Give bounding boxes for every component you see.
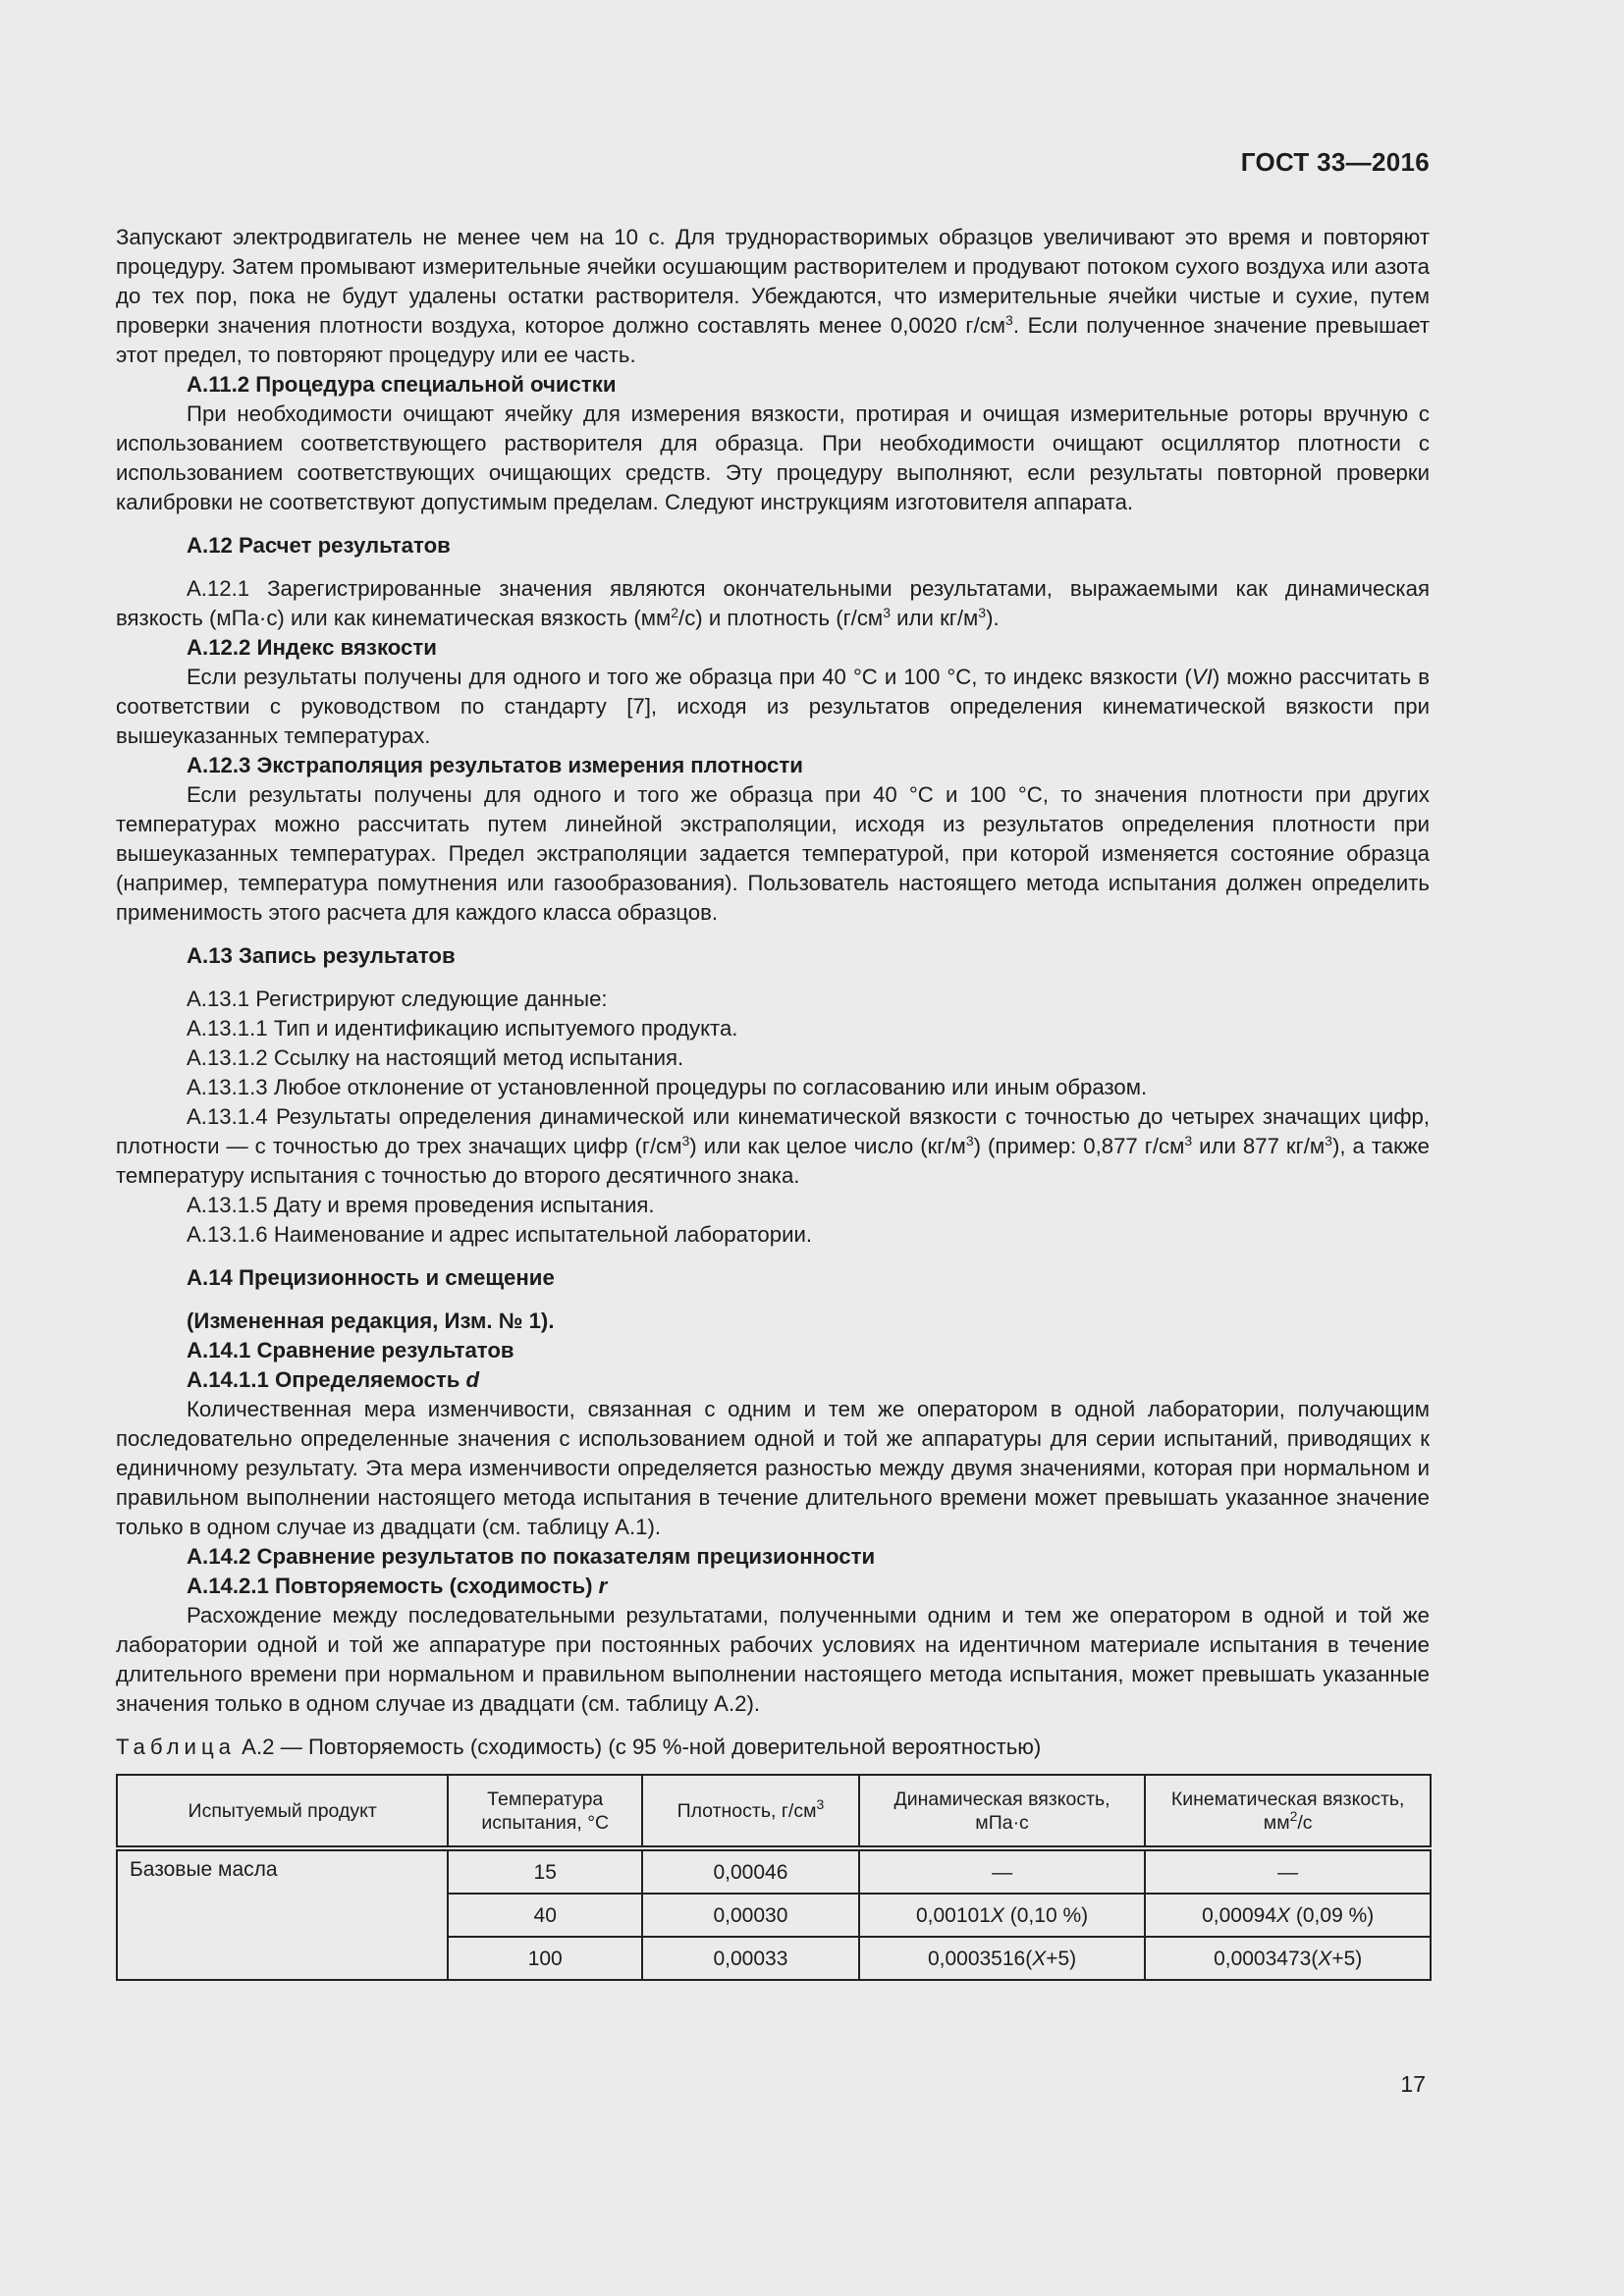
cell-dynamic-viscosity: 0,0003516(X+5)	[859, 1937, 1146, 1980]
list-item-a13-1: А.13.1 Регистрируют следующие данные:	[187, 987, 608, 1011]
intro-paragraph: Запускают электродвигатель не менее чем на 10 с. Для труднорастворимых образцов увеличивают это время и повторяют процедуру. Затем промывают измерительные ячейки осушающим растворителем и продувают потоком сухого воздуха или азота до тех пор, пока не будут удалены остатки растворителя. Убеждаются, что измерительные ячейки чистые и сухие, путем проверки значения плотности воздуха, которое должно составлять менее 0,0020 $г/см^3$. Если полученное значение превышает этот предел, то повторяют процедуру или ее часть.	[116, 225, 1430, 367]
page-content	[116, 223, 1430, 1981]
header-density: Плотность, $г/см^3$	[642, 1775, 859, 1848]
paragraph-a12-3: Если результаты получены для одного и того же образца при 40 °С и 100 °С, то значения плотности при других температурах можно рассчитать путем линейной экстраполяции, исходя из результатов определения плотности при вышеуказанных температурах. Предел экстраполяции задается температурой, при которой изменяется состояние образца (например, температура помутнения или газообразования). Пользователь настоящего метода испытания должен определить применимость этого расчета для каждого класса образцов.	[116, 782, 1430, 925]
cell-dynamic-viscosity: —	[859, 1848, 1146, 1894]
paragraph-a14-2-1: Расхождение между последовательными результатами, полученными одним и тем же оператором в одной и той же лаборатории одной и той же аппаратуре при постоянных рабочих условиях на идентичном материале испытания в течение длительного времени при нормальном и правильном выполнении настоящего метода испытания, может превышать указанные значения только в одном случае из двадцати (см. таблицу А.2).	[116, 1603, 1430, 1716]
cell-product: Базовые масла	[117, 1848, 448, 1980]
list-item-a13-1-5: А.13.1.5 Дату и время проведения испытания.	[187, 1193, 655, 1217]
heading-a14-2-1: А.14.2.1 Повторяемость (сходимость) r	[187, 1574, 608, 1598]
heading-a13: А.13 Запись результатов	[187, 943, 456, 968]
header-dynamic-viscosity: Динамическая вязкость, мПа·с	[859, 1775, 1146, 1848]
cell-kinematic-viscosity: 0,0003473(X+5)	[1145, 1937, 1431, 1980]
page-number: 17	[1400, 2071, 1426, 2097]
document-header: ГОСТ 33—2016	[1240, 147, 1430, 177]
heading-a11-2: А.11.2 Процедура специальной очистки	[187, 372, 617, 397]
cell-density: 0,00030	[642, 1894, 859, 1937]
heading-a12-2: А.12.2 Индекс вязкости	[187, 635, 437, 660]
paragraph-a12-1: А.12.1 Зарегистрированные значения являются окончательными результатами, выражаемыми как динамическая вязкость (мПа·с) или как кинематическая вязкость $(мм^2/с)$ и плотность ($г/см^3$ или $кг/м^3$).	[116, 576, 1430, 630]
amendment-note: (Измененная редакция, Изм. № 1).	[187, 1308, 555, 1333]
paragraph-a14-1-1: Количественная мера изменчивости, связанная с одним и тем же оператором в одной лаборатории, получающим последовательно определенные значения с использованием одной и той же аппаратуры для серии испытаний, приводящих к единичному результату. Эта мера изменчивости определяется разностью между двумя значениями, которая при нормальном и правильном выполнении настоящего метода испытания в течение длительного времени может превышать указанное значение только в одном случае из двадцати (см. таблицу А.1).	[116, 1397, 1430, 1539]
cell-density: 0,00033	[642, 1937, 859, 1980]
heading-a14: А.14 Прецизионность и смещение	[187, 1265, 555, 1290]
header-product: Испытуемый продукт	[117, 1775, 448, 1848]
table-row	[117, 1848, 1431, 1894]
cell-kinematic-viscosity: 0,00094X (0,09 %)	[1145, 1894, 1431, 1937]
table-header-row	[117, 1775, 1431, 1848]
header-kinematic-viscosity: Кинематическая вязкость, $мм^2/с$	[1145, 1775, 1431, 1848]
list-item-a13-1-4: А.13.1.4 Результаты определения динамической или кинематической вязкости с точностью до четырех значащих цифр, плотности — с точностью до трех значащих цифр $(г/см^3)$ или как целое число $(кг/м^3)$ (пример: 0,877 $г/см^3$ или 877 $кг/м^3$), а также температуру испытания с точностью до второго десятичного знака.	[116, 1104, 1430, 1188]
cell-temperature: 100	[448, 1937, 642, 1980]
table-caption: Таблица А.2 — Повторяемость (сходимость) (с 95 %-ной доверительной вероятностью)	[116, 1735, 1042, 1759]
cell-kinematic-viscosity: —	[1145, 1848, 1431, 1894]
paragraph-a11-2: При необходимости очищают ячейку для измерения вязкости, протирая и очищая измерительные роторы вручную с использованием соответствующего растворителя для образца. При необходимости очищают осциллятор плотности с использованием соответствующих очищающих средств. Эту процедуру выполняют, если результаты повторной проверки калибровки не соответствуют допустимым пределам. Следуют инструкциям изготовителя аппарата.	[116, 401, 1430, 514]
list-item-a13-1-3: А.13.1.3 Любое отклонение от установленной процедуры по согласованию или иным образом.	[187, 1075, 1148, 1099]
paragraph-a12-2: Если результаты получены для одного и того же образца при 40 °С и 100 °С, то индекс вязкости (VI) можно рассчитать в соответствии с руководством по стандарту [7], исходя из результатов определения кинематической вязкости при вышеуказанных температурах.	[116, 665, 1430, 748]
header-temperature: Температура испытания, °С	[448, 1775, 642, 1848]
cell-dynamic-viscosity: 0,00101X (0,10 %)	[859, 1894, 1146, 1937]
heading-a12: А.12 Расчет результатов	[187, 533, 451, 558]
repeatability-table	[116, 1774, 1432, 1981]
heading-a12-3: А.12.3 Экстраполяция результатов измерения плотности	[187, 753, 803, 777]
heading-a14-2: А.14.2 Сравнение результатов по показателям прецизионности	[187, 1544, 876, 1569]
heading-a14-1: А.14.1 Сравнение результатов	[187, 1338, 514, 1362]
list-item-a13-1-2: А.13.1.2 Ссылку на настоящий метод испытания.	[187, 1045, 684, 1070]
list-item-a13-1-6: А.13.1.6 Наименование и адрес испытательной лаборатории.	[187, 1222, 813, 1247]
list-item-a13-1-1: А.13.1.1 Тип и идентификацию испытуемого продукта.	[187, 1016, 738, 1041]
heading-a14-1-1: А.14.1.1 Определяемость d	[187, 1367, 480, 1392]
cell-temperature: 40	[448, 1894, 642, 1937]
cell-temperature: 15	[448, 1848, 642, 1894]
cell-density: 0,00046	[642, 1848, 859, 1894]
